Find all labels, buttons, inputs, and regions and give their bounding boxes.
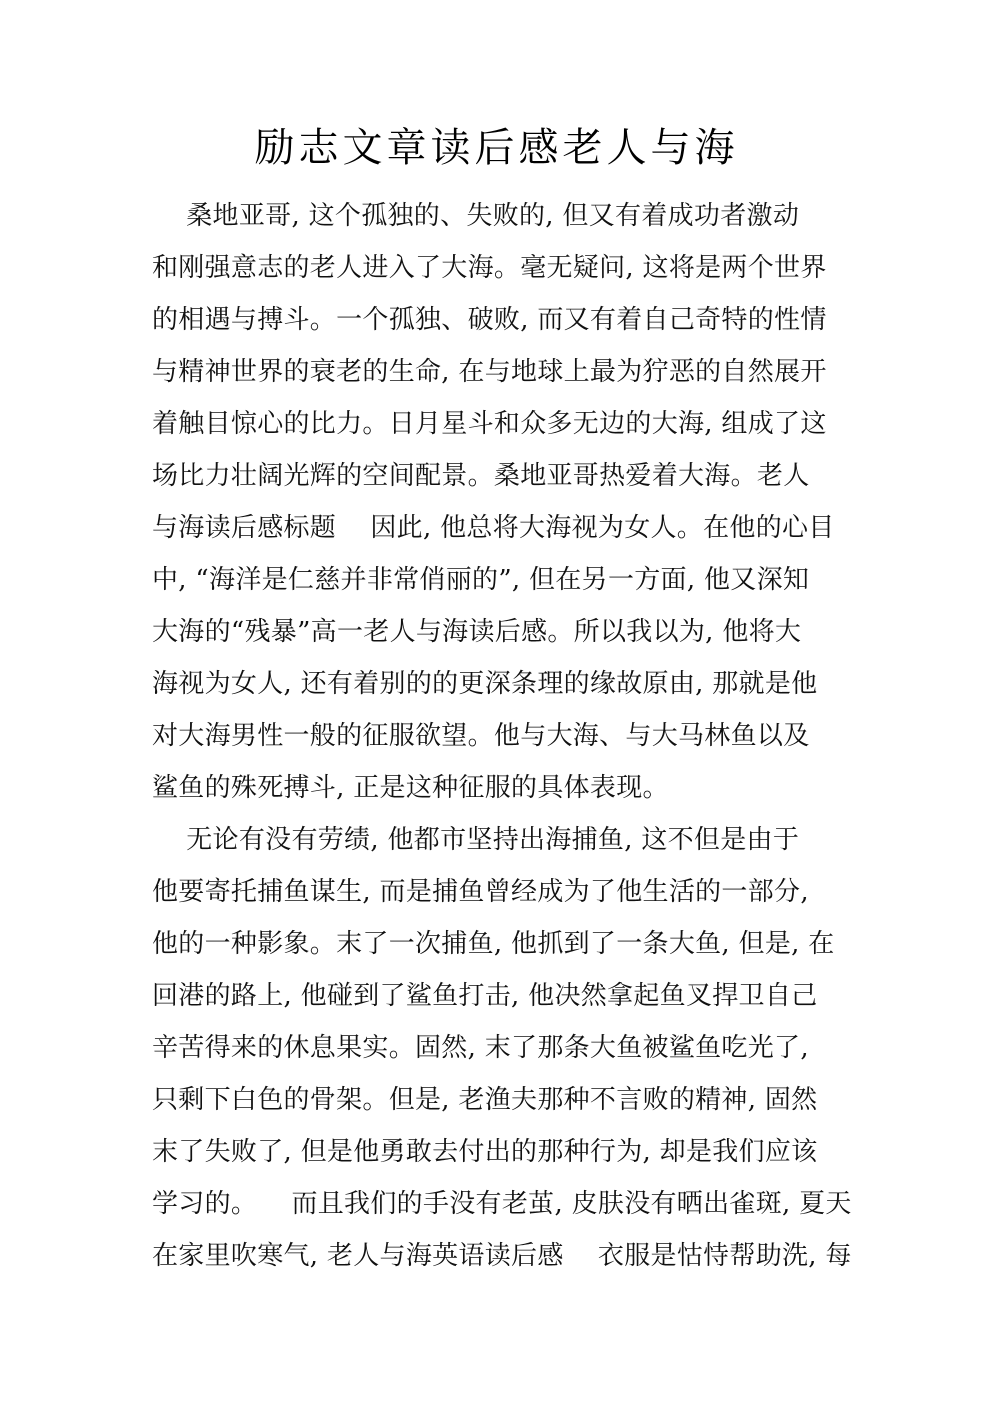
body-line: 学习的。 而且我们的手没有老茧, 皮肤没有晒出雀斑, 夏天 (152, 1189, 852, 1219)
document-body (152, 190, 852, 1282)
document-title: 励志文章读后感老人与海 (254, 125, 739, 171)
body-line: 的相遇与搏斗。一个孤独、破败, 而又有着自己奇特的性情 (152, 305, 827, 335)
body-line: 着触目惊心的比力。日月星斗和众多无边的大海, 组成了这 (152, 409, 827, 439)
body-line: 大海的“残暴”高一老人与海读后感。所以我以为, 他将大 (152, 617, 802, 647)
body-line: 他的一种影象。末了一次捕鱼, 他抓到了一条大鱼, 但是, 在 (152, 929, 835, 959)
body-line: 无论有没有劳绩, 他都市坚持出海捕鱼, 这不但是由于 (152, 825, 800, 855)
body-line: 他要寄托捕鱼谋生, 而是捕鱼曾经成为了他生活的一部分, (152, 877, 809, 907)
body-line: 中, “海洋是仁慈并非常俏丽的”, 但在另一方面, 他又深知 (152, 565, 810, 595)
body-line: 对大海男性一般的征服欲望。他与大海、与大马林鱼以及 (152, 721, 810, 751)
body-line: 与海读后感标题 因此, 他总将大海视为女人。在他的心目 (152, 513, 835, 543)
body-line: 只剩下白色的骨架。但是, 老渔夫那种不言败的精神, 固然 (152, 1085, 818, 1115)
body-line: 与精神世界的衰老的生命, 在与地球上最为狞恶的自然展开 (152, 357, 827, 387)
body-line: 鲨鱼的殊死搏斗, 正是这种征服的具体表现。 (152, 773, 669, 803)
body-line: 辛苦得来的休息果实。固然, 末了那条大鱼被鲨鱼吃光了, (152, 1033, 809, 1063)
body-line: 海视为女人, 还有着别的的更深条理的缘故原由, 那就是他 (152, 669, 818, 699)
body-line: 和刚强意志的老人进入了大海。毫无疑问, 这将是两个世界 (152, 253, 827, 283)
body-line: 场比力壮阔光辉的空间配景。桑地亚哥热爱着大海。老人 (152, 461, 810, 491)
body-line: 在家里吹寒气, 老人与海英语读后感 衣服是怙恃帮助洗, 每 (152, 1241, 852, 1271)
body-line: 桑地亚哥, 这个孤独的、失败的, 但又有着成功者激动 (152, 201, 800, 231)
body-line: 回港的路上, 他碰到了鲨鱼打击, 他决然拿起鱼叉捍卫自己 (152, 981, 818, 1011)
body-line: 末了失败了, 但是他勇敢去付出的那种行为, 却是我们应该 (152, 1137, 818, 1167)
